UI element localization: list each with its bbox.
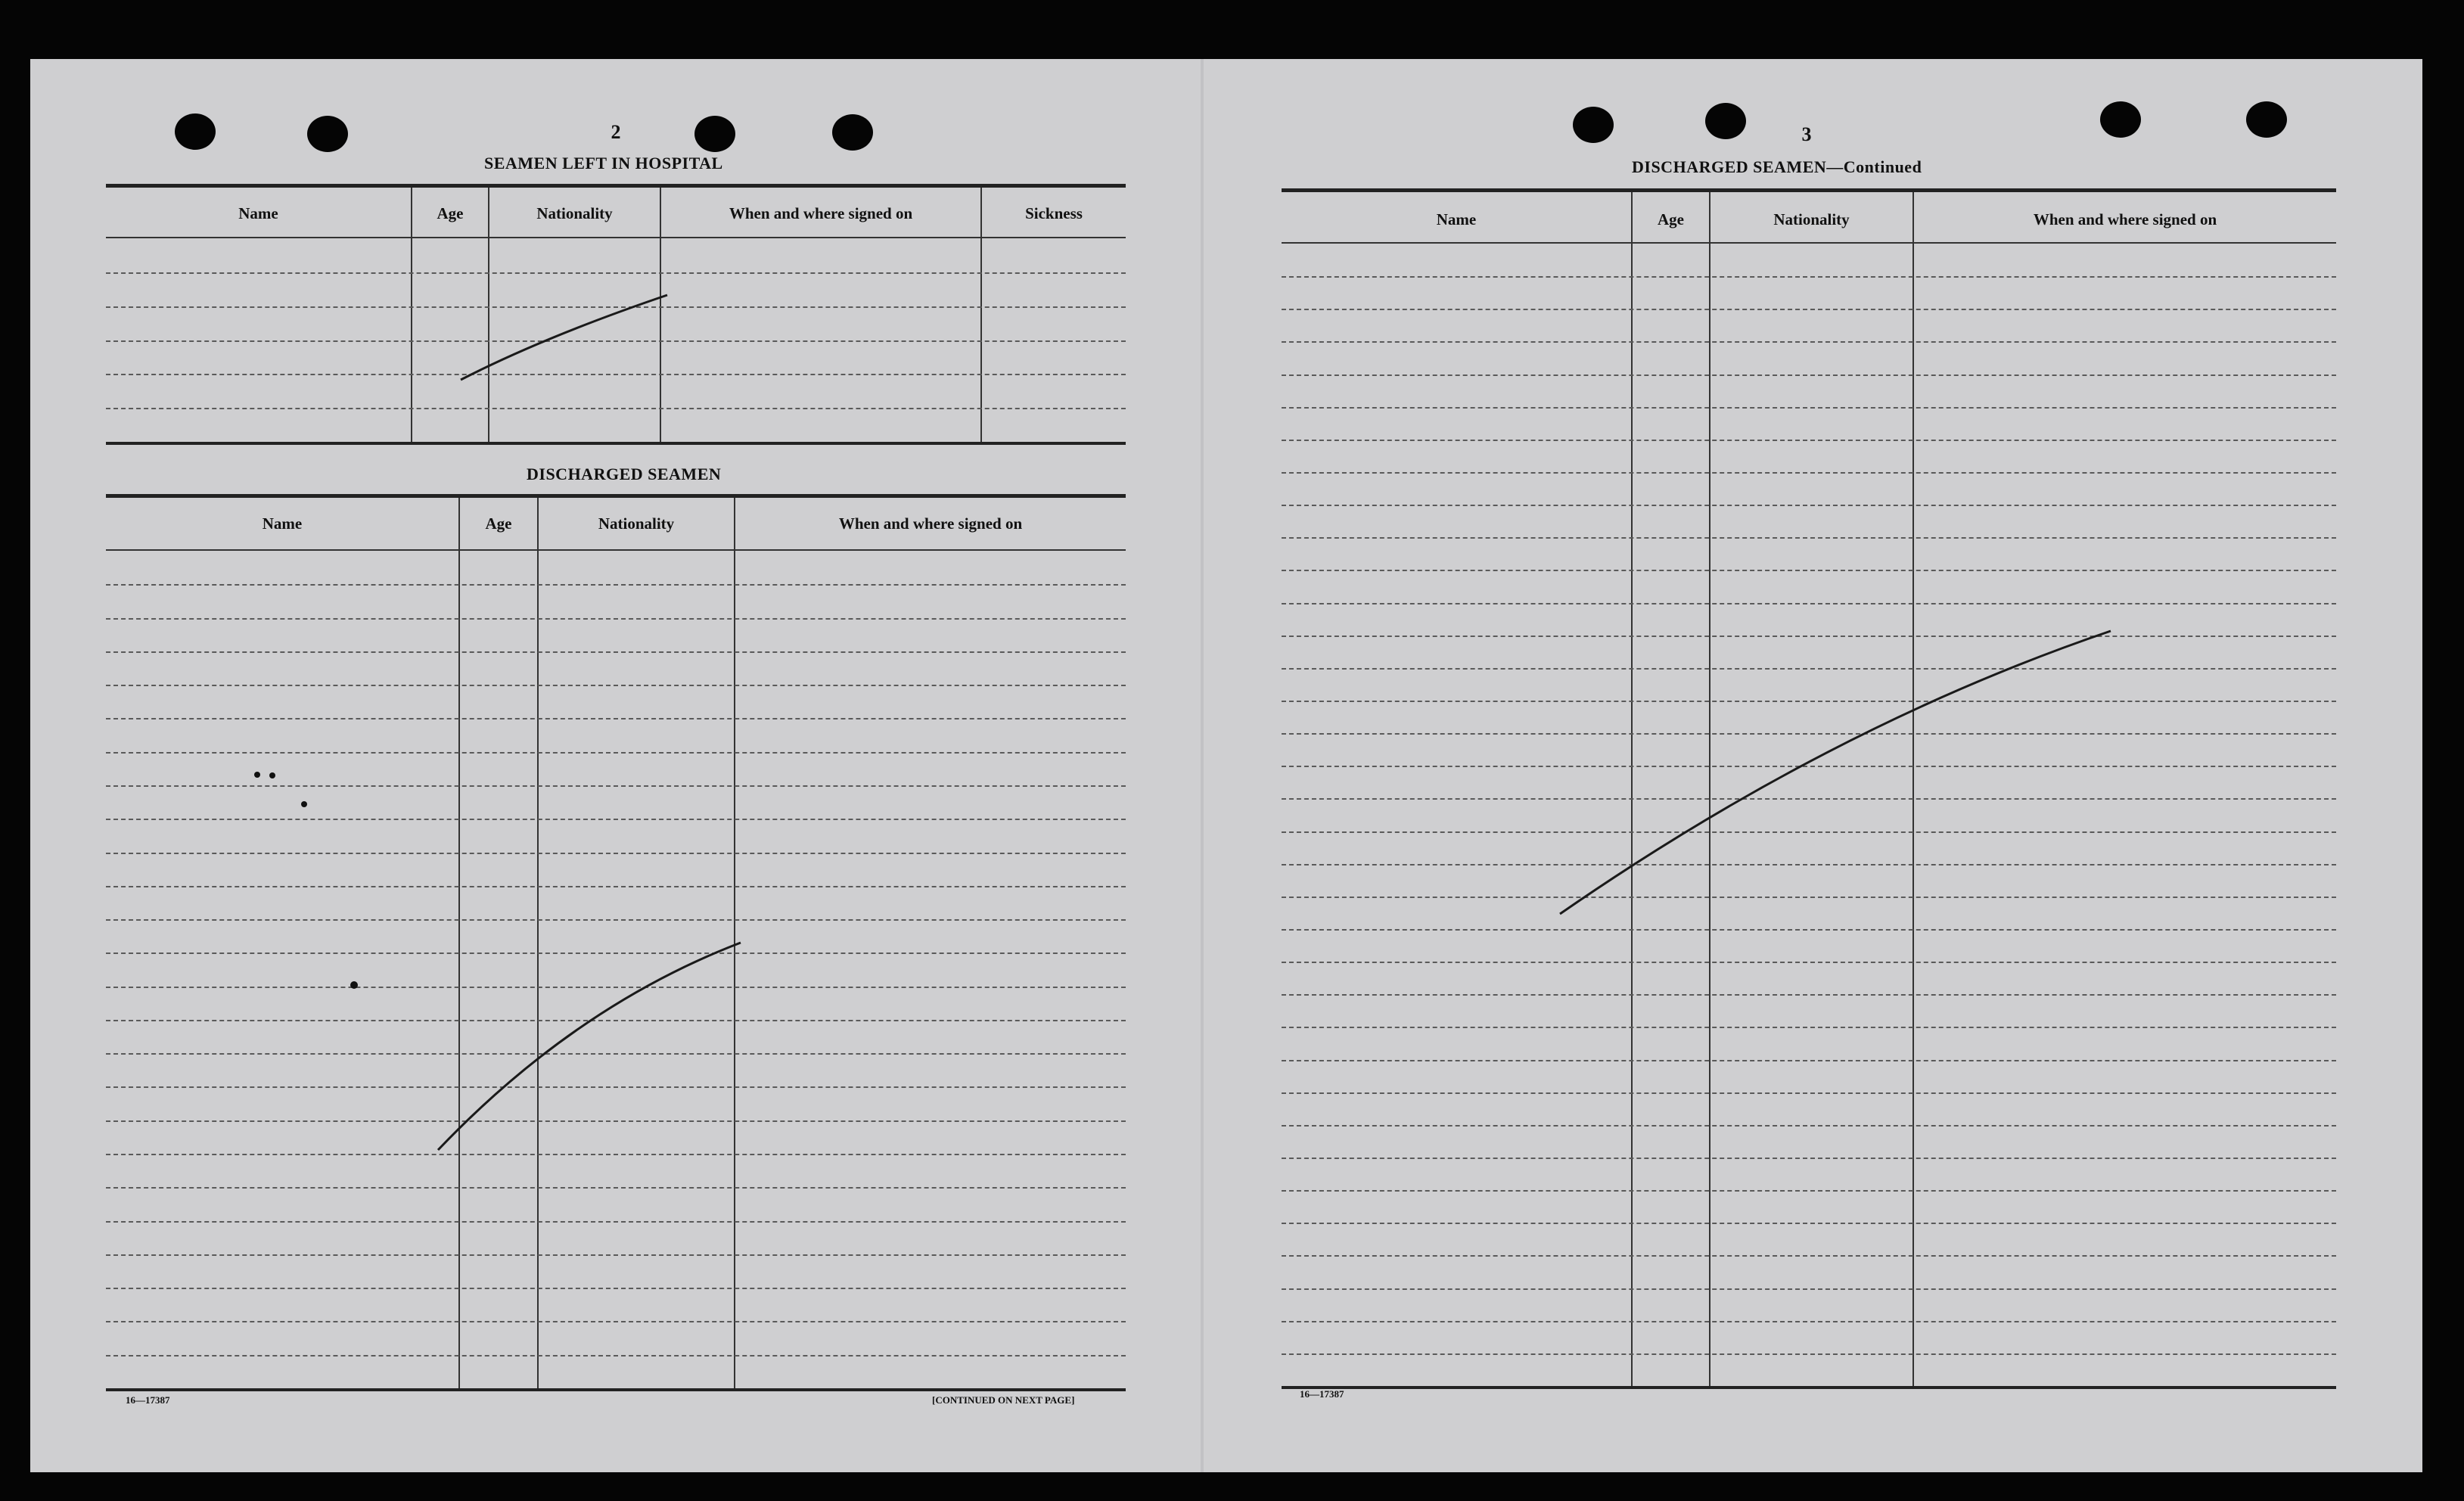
column-header-sickness: Sickness <box>1025 204 1083 222</box>
column-header-signed-on: When and where signed on <box>729 204 913 222</box>
column-header-age: Age <box>437 204 464 222</box>
column-header-age: Age <box>1658 210 1684 228</box>
column-header-name: Name <box>1436 210 1477 228</box>
discharged-section-title: DISCHARGED SEAMEN <box>527 465 722 483</box>
form-number-right: 16—17387 <box>1300 1388 1344 1400</box>
column-header-age: Age <box>485 514 512 533</box>
pen-stroke <box>461 295 667 380</box>
column-header-nationality: Nationality <box>1773 210 1850 228</box>
column-header-name: Name <box>238 204 278 222</box>
column-header-nationality: Nationality <box>598 514 675 533</box>
title-suffix: —Continued <box>1826 157 1922 176</box>
ink-speck <box>301 801 307 807</box>
ink-speck <box>350 981 358 989</box>
page-number-left: 2 <box>611 121 621 143</box>
column-header-signed-on: When and where signed on <box>2033 210 2217 228</box>
form-number-left: 16—17387 <box>126 1394 170 1406</box>
ink-speck <box>269 772 275 778</box>
column-header-name: Name <box>262 514 303 533</box>
pen-stroke <box>1560 631 2111 914</box>
title-main: DISCHARGED SEAMEN <box>1632 157 1827 176</box>
column-header-nationality: Nationality <box>536 204 613 222</box>
pen-stroke <box>438 943 741 1150</box>
hospital-section-title: SEAMEN LEFT IN HOSPITAL <box>484 154 723 172</box>
column-header-signed-on: When and where signed on <box>838 514 1023 533</box>
continued-note: [CONTINUED ON NEXT PAGE] <box>932 1394 1075 1406</box>
page-number-right: 3 <box>1801 123 1812 145</box>
ink-speck <box>254 772 260 778</box>
